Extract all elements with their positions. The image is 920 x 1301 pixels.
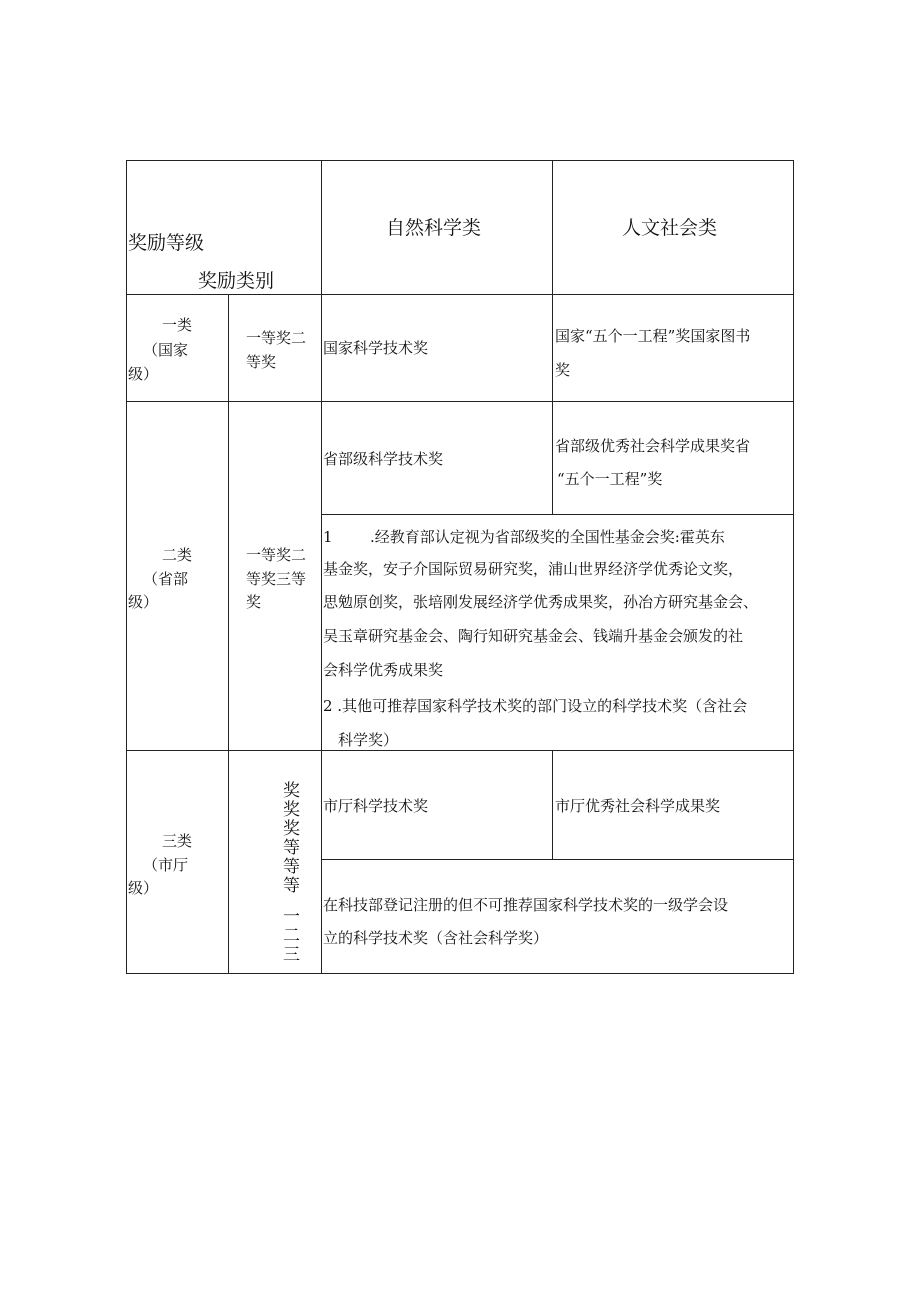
header-natural-science: 自然科学类 bbox=[386, 217, 482, 239]
class3-grade-char: 奖 bbox=[283, 819, 301, 839]
header-humanities-social: 人文社会类 bbox=[622, 217, 718, 239]
class1-humanities-line1: 国家“五个一工程”奖国家图书 bbox=[555, 327, 751, 345]
class1-humanities-line2: 奖 bbox=[555, 361, 571, 379]
grade-content-divider bbox=[321, 160, 322, 974]
class3-label-line2: （市厅 bbox=[143, 856, 189, 874]
class3-grade-char: 奖 bbox=[283, 800, 301, 820]
class2-item1-number: 1 bbox=[323, 528, 333, 546]
class1-label-line3: 级） bbox=[128, 365, 159, 383]
class2-natural-science: 省部级科学技术奖 bbox=[323, 450, 444, 468]
class1-grade-line2: 等奖 bbox=[246, 353, 277, 371]
class3-grade-char: 一 bbox=[283, 907, 301, 927]
class3-shared-line1: 在科技部登记注册的但不可推荐国家科学技术奖的一级学会设 bbox=[323, 896, 729, 914]
class2-category-divider bbox=[552, 401, 553, 514]
table-border-bottom bbox=[126, 973, 794, 974]
class2-humanities-line2: “五个一工程”奖 bbox=[557, 470, 663, 488]
class2-item1-line3: 思勉原创奖，张培刚发展经济学优秀成果奖，孙冶方研究基金会、 bbox=[323, 593, 759, 611]
class3-category-divider bbox=[552, 750, 553, 859]
class2-grade-line3: 奖 bbox=[246, 593, 262, 611]
class3-shared-line2: 立的科学技术奖（含社会科学奖） bbox=[323, 929, 549, 947]
header-award-grade: 奖励等级 bbox=[128, 232, 205, 254]
class2-item1-line2: 基金奖，安子介国际贸易研究奖，浦山世界经济学优秀论文奖， bbox=[323, 560, 744, 578]
class2-label-line3: 级） bbox=[128, 593, 159, 611]
class2-item2-line2: 科学奖） bbox=[338, 731, 399, 749]
class3-grade-char: 等 bbox=[283, 838, 301, 858]
header-award-category: 奖励类别 bbox=[198, 270, 275, 292]
class2-inner-divider bbox=[321, 514, 794, 515]
class1-grade-line1: 一等奖二 bbox=[246, 329, 307, 347]
class2-item1-line5: 会科学优秀成果奖 bbox=[323, 661, 444, 679]
class3-grade-char: 等 bbox=[283, 876, 301, 896]
class2-item1-line4: 吴玉章研究基金会、陶行知研究基金会、钱端升基金会颁发的社 bbox=[323, 627, 744, 645]
class1-category-divider bbox=[552, 294, 553, 401]
table-border-left bbox=[126, 160, 127, 974]
class3-grade-char: 等 bbox=[283, 857, 301, 877]
header-row-divider bbox=[126, 294, 794, 295]
class3-inner-divider bbox=[321, 859, 794, 860]
class-grade-divider bbox=[228, 294, 229, 974]
class1-label-line1: 一类 bbox=[162, 316, 193, 334]
class2-item2-line1: 2 .其他可推荐国家科学技术奖的部门设立的科学技术奖（含社会 bbox=[323, 697, 748, 715]
class3-natural-science: 市厅科学技术奖 bbox=[323, 797, 429, 815]
class3-humanities: 市厅优秀社会科学成果奖 bbox=[555, 797, 721, 815]
class2-label-line2: （省部 bbox=[143, 570, 189, 588]
class2-item1-line1: .经教育部认定视为省部级奖的全国性基金会奖:霍英东 bbox=[370, 528, 725, 546]
class3-grade-char: 奖 bbox=[283, 781, 301, 801]
class2-grade-line1: 一等奖二 bbox=[246, 546, 307, 564]
class1-label-line2: （国家 bbox=[143, 341, 189, 359]
class1-natural-science: 国家科学技术奖 bbox=[323, 339, 429, 357]
table-border-right bbox=[793, 160, 794, 974]
class2-label-line1: 二类 bbox=[162, 546, 193, 564]
class2-humanities-line1: 省部级优秀社会科学成果奖省 bbox=[555, 437, 751, 455]
table-border-top bbox=[126, 160, 794, 161]
class2-grade-line2: 等奖三等 bbox=[246, 570, 307, 588]
class3-label-line3: 级） bbox=[128, 879, 159, 897]
header-category-divider bbox=[552, 160, 553, 294]
class1-row-divider bbox=[126, 401, 794, 402]
class3-grade-char: 二 bbox=[283, 926, 301, 946]
class2-row-divider bbox=[126, 750, 794, 751]
class3-label-line1: 三类 bbox=[162, 832, 193, 850]
class3-grade-char: 三 bbox=[283, 945, 301, 965]
